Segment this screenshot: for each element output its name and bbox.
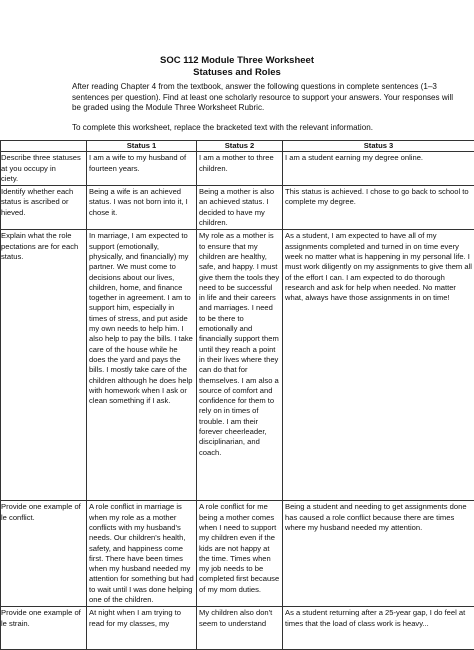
question-cell: Provide one example of le conflict. — [1, 501, 87, 607]
table-row — [1, 607, 474, 650]
answer-cell-status-1[interactable]: In marriage, I am expected to support (emotionally, physically, and financially) my partner. We must come to decisions about our lives, children, home, and finance together in agreement. I am to support him, especially in times of stress, and put aside my own needs to help him. I also help to pay the bills. I take care of the house while he does the yard and pays the bills. I mostly take care of the children although he does help with homework when I ask or clean something if I ask. — [87, 230, 197, 501]
question-cell: Identify whether each status is ascribed or hieved. — [1, 186, 87, 230]
question-cell: Describe three statuses at you occupy in ciety. — [1, 152, 87, 186]
answer-cell-status-1[interactable]: A role conflict in marriage is when my role as a mother conflicts with my husband's needs. Our children's health, safety, and happiness come first. There have been times when my husband needed my attention for something but had to wait until I was done helping one of the children. — [87, 501, 197, 607]
instructions-block — [72, 82, 464, 142]
table-row — [1, 501, 474, 607]
worksheet-title: SOC 112 Module Three Worksheet — [0, 55, 474, 67]
question-cell: Explain what the role pectations are for each status. — [1, 230, 87, 501]
answer-cell-status-2[interactable]: Being a mother is also an achieved status. I decided to have my children. — [197, 186, 283, 230]
answer-cell-status-1[interactable]: At night when I am trying to read for my classes, my — [87, 607, 197, 650]
answer-cell-status-3[interactable]: As a student returning after a 25-year gap, I do feel at times that the load of class work is heavy... — [283, 607, 474, 650]
table-header-row — [1, 141, 474, 152]
answer-cell-status-3[interactable]: This status is achieved. I chose to go back to school to complete my degree. — [283, 186, 474, 230]
answer-cell-status-1[interactable]: I am a wife to my husband of fourteen years. — [87, 152, 197, 186]
answer-cell-status-3[interactable]: As a student, I am expected to have all of my assignments completed and turned in on time every week no matter what is happening in my personal life. I must work diligently on my assignments to give them all of the effort I can. I am expected to do thorough research and ask for help when needed. No matter what, always have those assignments in on time! — [283, 230, 474, 501]
worksheet-heading — [0, 55, 474, 79]
instructions-paragraph-2: To complete this worksheet, replace the bracketed text with the relevant information. — [72, 123, 464, 134]
answer-cell-status-1[interactable]: Being a wife is an achieved status. I was not born into it, I chose it. — [87, 186, 197, 230]
header-status-1: Status 1 — [87, 141, 197, 152]
worksheet-subtitle: Statuses and Roles — [0, 67, 474, 79]
instructions-paragraph: After reading Chapter 4 from the textbook, answer the following questions in complete sentences (1–3 sentences per question). Find at least one scholarly resource to support your answers. Your responses will be graded using the Module Three Worksheet Rubric. — [72, 82, 464, 114]
header-status-2: Status 2 — [197, 141, 283, 152]
table-row — [1, 186, 474, 230]
answer-cell-status-3[interactable]: Being a student and needing to get assignments done has caused a role conflict because there are times where my husband needed my attention. — [283, 501, 474, 607]
header-status-3: Status 3 — [283, 141, 474, 152]
header-question — [1, 141, 87, 152]
answer-cell-status-2[interactable]: I am a mother to three children. — [197, 152, 283, 186]
table-row — [1, 152, 474, 186]
question-cell: Provide one example of le strain. — [1, 607, 87, 650]
statuses-roles-table — [0, 140, 474, 650]
answer-cell-status-2[interactable]: My role as a mother is to ensure that my children are healthy, safe, and happy. I must give them the tools they need to be successful in life and their careers and marriages. I need to be there to emotionally and financially support them until they reach a point in their lives where they can do that for themselves. I am also a source of comfort and confidence for them to rely on in times of trouble. I am their forever cheerleader, disciplinarian, and coach. — [197, 230, 283, 501]
answer-cell-status-2[interactable]: My children also don't seem to understand — [197, 607, 283, 650]
answer-cell-status-2[interactable]: A role conflict for me being a mother comes when I need to support my children even if the kids are not happy at the time. Times when my job needs to be completed first because of my mom duties. — [197, 501, 283, 607]
table-row — [1, 230, 474, 501]
answer-cell-status-3[interactable]: I am a student earning my degree online. — [283, 152, 474, 186]
